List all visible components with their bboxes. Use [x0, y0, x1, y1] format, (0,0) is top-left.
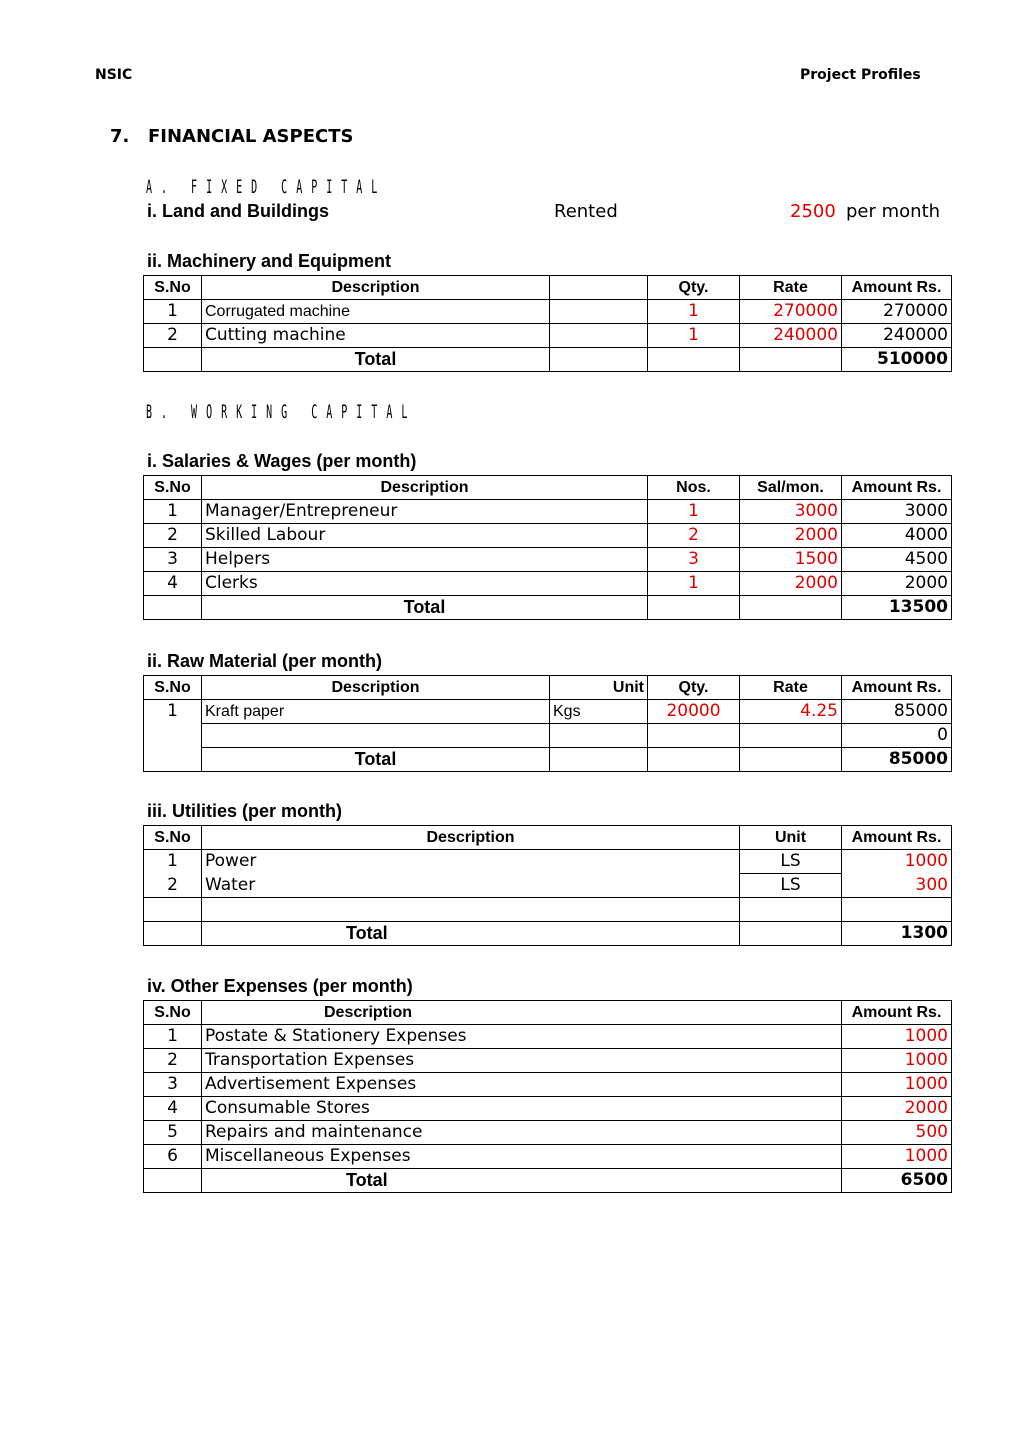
- cell-blank: [648, 348, 740, 372]
- cell-sno: 2: [144, 1049, 202, 1073]
- cell-description: Skilled Labour: [202, 524, 648, 548]
- cell-sno: 4: [144, 1097, 202, 1121]
- utilities-table: [143, 825, 952, 946]
- cell-description: Transportation Expenses: [202, 1049, 842, 1073]
- cell-amount: 500: [842, 1121, 952, 1145]
- header-right: Project Profiles: [800, 67, 921, 83]
- cell-qty: 1: [648, 300, 740, 324]
- table-row: [144, 898, 952, 922]
- cell-unit: Kgs: [550, 700, 648, 724]
- cell-description: Water: [202, 874, 740, 898]
- cell-blank: [550, 348, 648, 372]
- cell-sno: 1: [144, 850, 202, 874]
- cell-blank: [842, 898, 952, 922]
- machinery-table: [143, 275, 952, 372]
- table-row: [144, 324, 952, 348]
- col-sal: Sal/mon.: [740, 476, 842, 500]
- cell-unit: LS: [740, 874, 842, 898]
- cell-description: Helpers: [202, 548, 648, 572]
- cell-amount: 85000: [842, 700, 952, 724]
- cell-blank: [740, 596, 842, 620]
- cell-blank: [550, 324, 648, 348]
- cell-sno: 1: [144, 500, 202, 524]
- col-description: Description: [202, 826, 740, 850]
- total-row: [144, 348, 952, 372]
- section-number: 7.: [110, 126, 130, 147]
- col-sno: S.No: [144, 1001, 202, 1025]
- cell-sno: 2: [144, 524, 202, 548]
- table-header-row: [144, 276, 952, 300]
- total-label: Total: [202, 1169, 842, 1193]
- other-expenses-title: iv. Other Expenses (per month): [147, 976, 413, 996]
- cell-qty: 1: [648, 324, 740, 348]
- total-label: Total: [202, 348, 550, 372]
- cell-blank: [144, 1169, 202, 1193]
- cell-nos: 3: [648, 548, 740, 572]
- cell-amount: 1000: [842, 1049, 952, 1073]
- col-rate: Rate: [740, 276, 842, 300]
- col-unit: Unit: [550, 676, 648, 700]
- cell-sno: 3: [144, 1073, 202, 1097]
- col-description: Description: [202, 276, 550, 300]
- table-row: [144, 1145, 952, 1169]
- cell-qty: 20000: [648, 700, 740, 724]
- cell-sno: 3: [144, 548, 202, 572]
- col-rate: Rate: [740, 676, 842, 700]
- cell-amount: 270000: [842, 300, 952, 324]
- col-description: Description: [202, 676, 550, 700]
- cell-amount: 4500: [842, 548, 952, 572]
- cell-sno: 2: [144, 874, 202, 898]
- table-header-row: [144, 676, 952, 700]
- cell-description: Postate & Stationery Expenses: [202, 1025, 842, 1049]
- table-row: [144, 724, 952, 748]
- cell-rate: 4.25: [740, 700, 842, 724]
- table-row: [144, 700, 952, 724]
- col-qty: Qty.: [648, 676, 740, 700]
- cell-description: Clerks: [202, 572, 648, 596]
- total-amount: 13500: [842, 596, 952, 620]
- table-row: [144, 1121, 952, 1145]
- total-row: [144, 748, 952, 772]
- cell-amount: 1000: [842, 1145, 952, 1169]
- col-description: Description: [202, 1001, 842, 1025]
- cell-description: Advertisement Expenses: [202, 1073, 842, 1097]
- cell-amount: 3000: [842, 500, 952, 524]
- total-amount: 6500: [842, 1169, 952, 1193]
- cell-blank: [144, 348, 202, 372]
- table-row: [144, 300, 952, 324]
- cell-amount: 300: [842, 874, 952, 898]
- cell-amount: 2000: [842, 1097, 952, 1121]
- cell-qty: [648, 724, 740, 748]
- cell-amount: 1000: [842, 850, 952, 874]
- table-row: [144, 500, 952, 524]
- cell-blank: [144, 922, 202, 946]
- cell-description: Cutting machine: [202, 324, 550, 348]
- cell-amount: 2000: [842, 572, 952, 596]
- col-description: Description: [202, 476, 648, 500]
- cell-nos: 2: [648, 524, 740, 548]
- land-label: i. Land and Buildings: [147, 201, 329, 221]
- col-amount: Amount Rs.: [842, 676, 952, 700]
- col-nos: Nos.: [648, 476, 740, 500]
- total-label: Total: [202, 922, 740, 946]
- cell-sal: 1500: [740, 548, 842, 572]
- cell-description: Corrugated machine: [202, 300, 550, 324]
- cell-description: Miscellaneous Expenses: [202, 1145, 842, 1169]
- cell-rate: 240000: [740, 324, 842, 348]
- cell-blank: [550, 300, 648, 324]
- cell-rate: 270000: [740, 300, 842, 324]
- cell-sal: 3000: [740, 500, 842, 524]
- cell-blank: [144, 898, 202, 922]
- cell-blank: [550, 748, 648, 772]
- cell-description: Power: [202, 850, 740, 874]
- col-amount: Amount Rs.: [842, 826, 952, 850]
- cell-rate: [740, 724, 842, 748]
- cell-amount: 1000: [842, 1073, 952, 1097]
- table-row: [144, 874, 952, 898]
- table-row: [144, 1049, 952, 1073]
- col-amount: Amount Rs.: [842, 1001, 952, 1025]
- col-sno: S.No: [144, 676, 202, 700]
- cell-amount: 240000: [842, 324, 952, 348]
- total-amount: 510000: [842, 348, 952, 372]
- cell-amount: 0: [842, 724, 952, 748]
- table-header-row: [144, 476, 952, 500]
- table-row: [144, 548, 952, 572]
- table-header-row: [144, 826, 952, 850]
- header-left: NSIC: [95, 67, 133, 83]
- cell-sno: 2: [144, 324, 202, 348]
- cell-description: Repairs and maintenance: [202, 1121, 842, 1145]
- working-capital-label: B. WORKING CAPITAL: [146, 403, 417, 424]
- fixed-capital-label: A. FIXED CAPITAL: [146, 178, 387, 199]
- table-header-row: [144, 1001, 952, 1025]
- cell-blank: [144, 748, 202, 772]
- cell-sno: 6: [144, 1145, 202, 1169]
- cell-description: Consumable Stores: [202, 1097, 842, 1121]
- cell-blank: [202, 898, 740, 922]
- other-expenses-table: [143, 1000, 952, 1193]
- land-amount: 2500: [790, 201, 836, 222]
- col-amount: Amount Rs.: [842, 276, 952, 300]
- cell-amount: 4000: [842, 524, 952, 548]
- cell-sno: 4: [144, 572, 202, 596]
- cell-description: [202, 724, 550, 748]
- table-row: [144, 850, 952, 874]
- total-amount: 1300: [842, 922, 952, 946]
- total-row: [144, 922, 952, 946]
- cell-blank: [740, 348, 842, 372]
- cell-blank: [648, 596, 740, 620]
- section-title: FINANCIAL ASPECTS: [148, 126, 354, 147]
- salaries-title: i. Salaries & Wages (per month): [147, 451, 417, 471]
- table-row: [144, 524, 952, 548]
- cell-sno: 5: [144, 1121, 202, 1145]
- cell-blank: [144, 596, 202, 620]
- cell-amount: 1000: [842, 1025, 952, 1049]
- cell-sno: 1: [144, 700, 202, 724]
- cell-nos: 1: [648, 500, 740, 524]
- cell-sal: 2000: [740, 524, 842, 548]
- cell-blank: [740, 748, 842, 772]
- raw-material-table: [143, 675, 952, 772]
- table-row: [144, 1073, 952, 1097]
- machinery-title: ii. Machinery and Equipment: [147, 251, 392, 271]
- table-row: [144, 1097, 952, 1121]
- land-unit: per month: [846, 201, 941, 222]
- cell-description: Manager/Entrepreneur: [202, 500, 648, 524]
- cell-blank: [740, 898, 842, 922]
- cell-description: Kraft paper: [202, 700, 550, 724]
- cell-sno: [144, 724, 202, 748]
- raw-material-title: ii. Raw Material (per month): [147, 651, 383, 671]
- cell-unit: [550, 724, 648, 748]
- cell-sno: 1: [144, 300, 202, 324]
- total-row: [144, 1169, 952, 1193]
- col-sno: S.No: [144, 476, 202, 500]
- table-row: [144, 1025, 952, 1049]
- col-sno: S.No: [144, 826, 202, 850]
- cell-sno: 1: [144, 1025, 202, 1049]
- land-status: Rented: [554, 201, 618, 222]
- table-row: [144, 572, 952, 596]
- salaries-table: [143, 475, 952, 620]
- total-label: Total: [202, 596, 648, 620]
- col-qty: Qty.: [648, 276, 740, 300]
- col-sno: S.No: [144, 276, 202, 300]
- utilities-title: iii. Utilities (per month): [147, 801, 343, 821]
- total-row: [144, 596, 952, 620]
- cell-unit: LS: [740, 850, 842, 874]
- total-label: Total: [202, 748, 550, 772]
- cell-sal: 2000: [740, 572, 842, 596]
- total-amount: 85000: [842, 748, 952, 772]
- cell-blank: [648, 748, 740, 772]
- cell-blank: [740, 922, 842, 946]
- col-unit: Unit: [740, 826, 842, 850]
- col-amount: Amount Rs.: [842, 476, 952, 500]
- col-blank: [550, 276, 648, 300]
- cell-nos: 1: [648, 572, 740, 596]
